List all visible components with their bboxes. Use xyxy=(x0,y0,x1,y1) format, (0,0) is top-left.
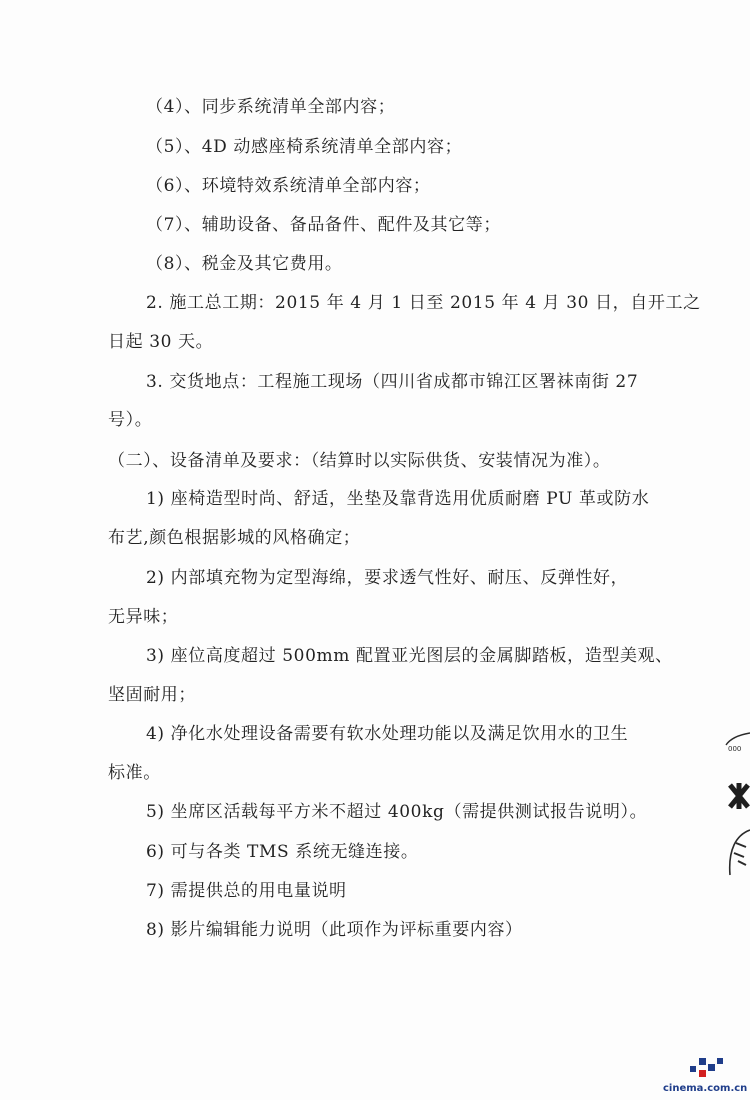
text-line: 3) 座位高度超过 500mm 配置亚光图层的金属脚踏板，造型美观、 xyxy=(146,646,673,666)
text-line: 1) 座椅造型时尚、舒适，坐垫及靠背选用优质耐磨 PU 革或防水 xyxy=(146,489,650,509)
svg-text:000: 000 xyxy=(728,745,742,753)
text-line: （6）、环境特效系统清单全部内容； xyxy=(146,176,431,196)
seal-fragment xyxy=(724,725,750,880)
text-line: （8）、税金及其它费用。 xyxy=(146,254,343,274)
text-line: 4) 净化水处理设备需要有软水处理功能以及满足饮用水的卫生 xyxy=(146,724,629,744)
text-line: 日起 30 天。 xyxy=(108,332,214,352)
watermark-text: cinema.com.cn xyxy=(663,1083,748,1094)
watermark-logo xyxy=(649,1054,748,1096)
text-line: 2) 内部填充物为定型海绵，要求透气性好、耐压、反弹性好， xyxy=(146,568,629,588)
text-line: 8) 影片编辑能力说明（此项作为评标重要内容） xyxy=(146,920,523,940)
text-line: （5）、4D 动感座椅系统清单全部内容； xyxy=(146,137,463,157)
text-line: （7）、辅助设备、备品备件、配件及其它等； xyxy=(146,215,501,235)
section-heading: （二）、设备清单及要求：（结算时以实际供货、安装情况为准）。 xyxy=(108,451,611,471)
text-line: 坚固耐用； xyxy=(108,685,196,705)
text-line: 7) 需提供总的用电量说明 xyxy=(146,881,347,901)
text-line: 2. 施工总工期：2015 年 4 月 1 日至 2015 年 4 月 30 日，自开工之 xyxy=(146,293,701,313)
text-line: （4）、同步系统清单全部内容； xyxy=(146,97,396,117)
text-line: 5) 坐席区活载每平方米不超过 400kg（需提供测试报告说明）。 xyxy=(146,802,648,822)
text-line: 号）。 xyxy=(108,410,153,430)
text-line: 无异味； xyxy=(108,607,179,627)
text-line: 3. 交货地点：工程施工现场（四川省成都市锦江区署袜南街 27 xyxy=(146,372,639,392)
text-line: 标准。 xyxy=(108,763,161,783)
text-line: 布艺,颜色根据影城的风格确定； xyxy=(108,528,361,548)
text-line: 6) 可与各类 TMS 系统无缝连接。 xyxy=(146,842,419,862)
